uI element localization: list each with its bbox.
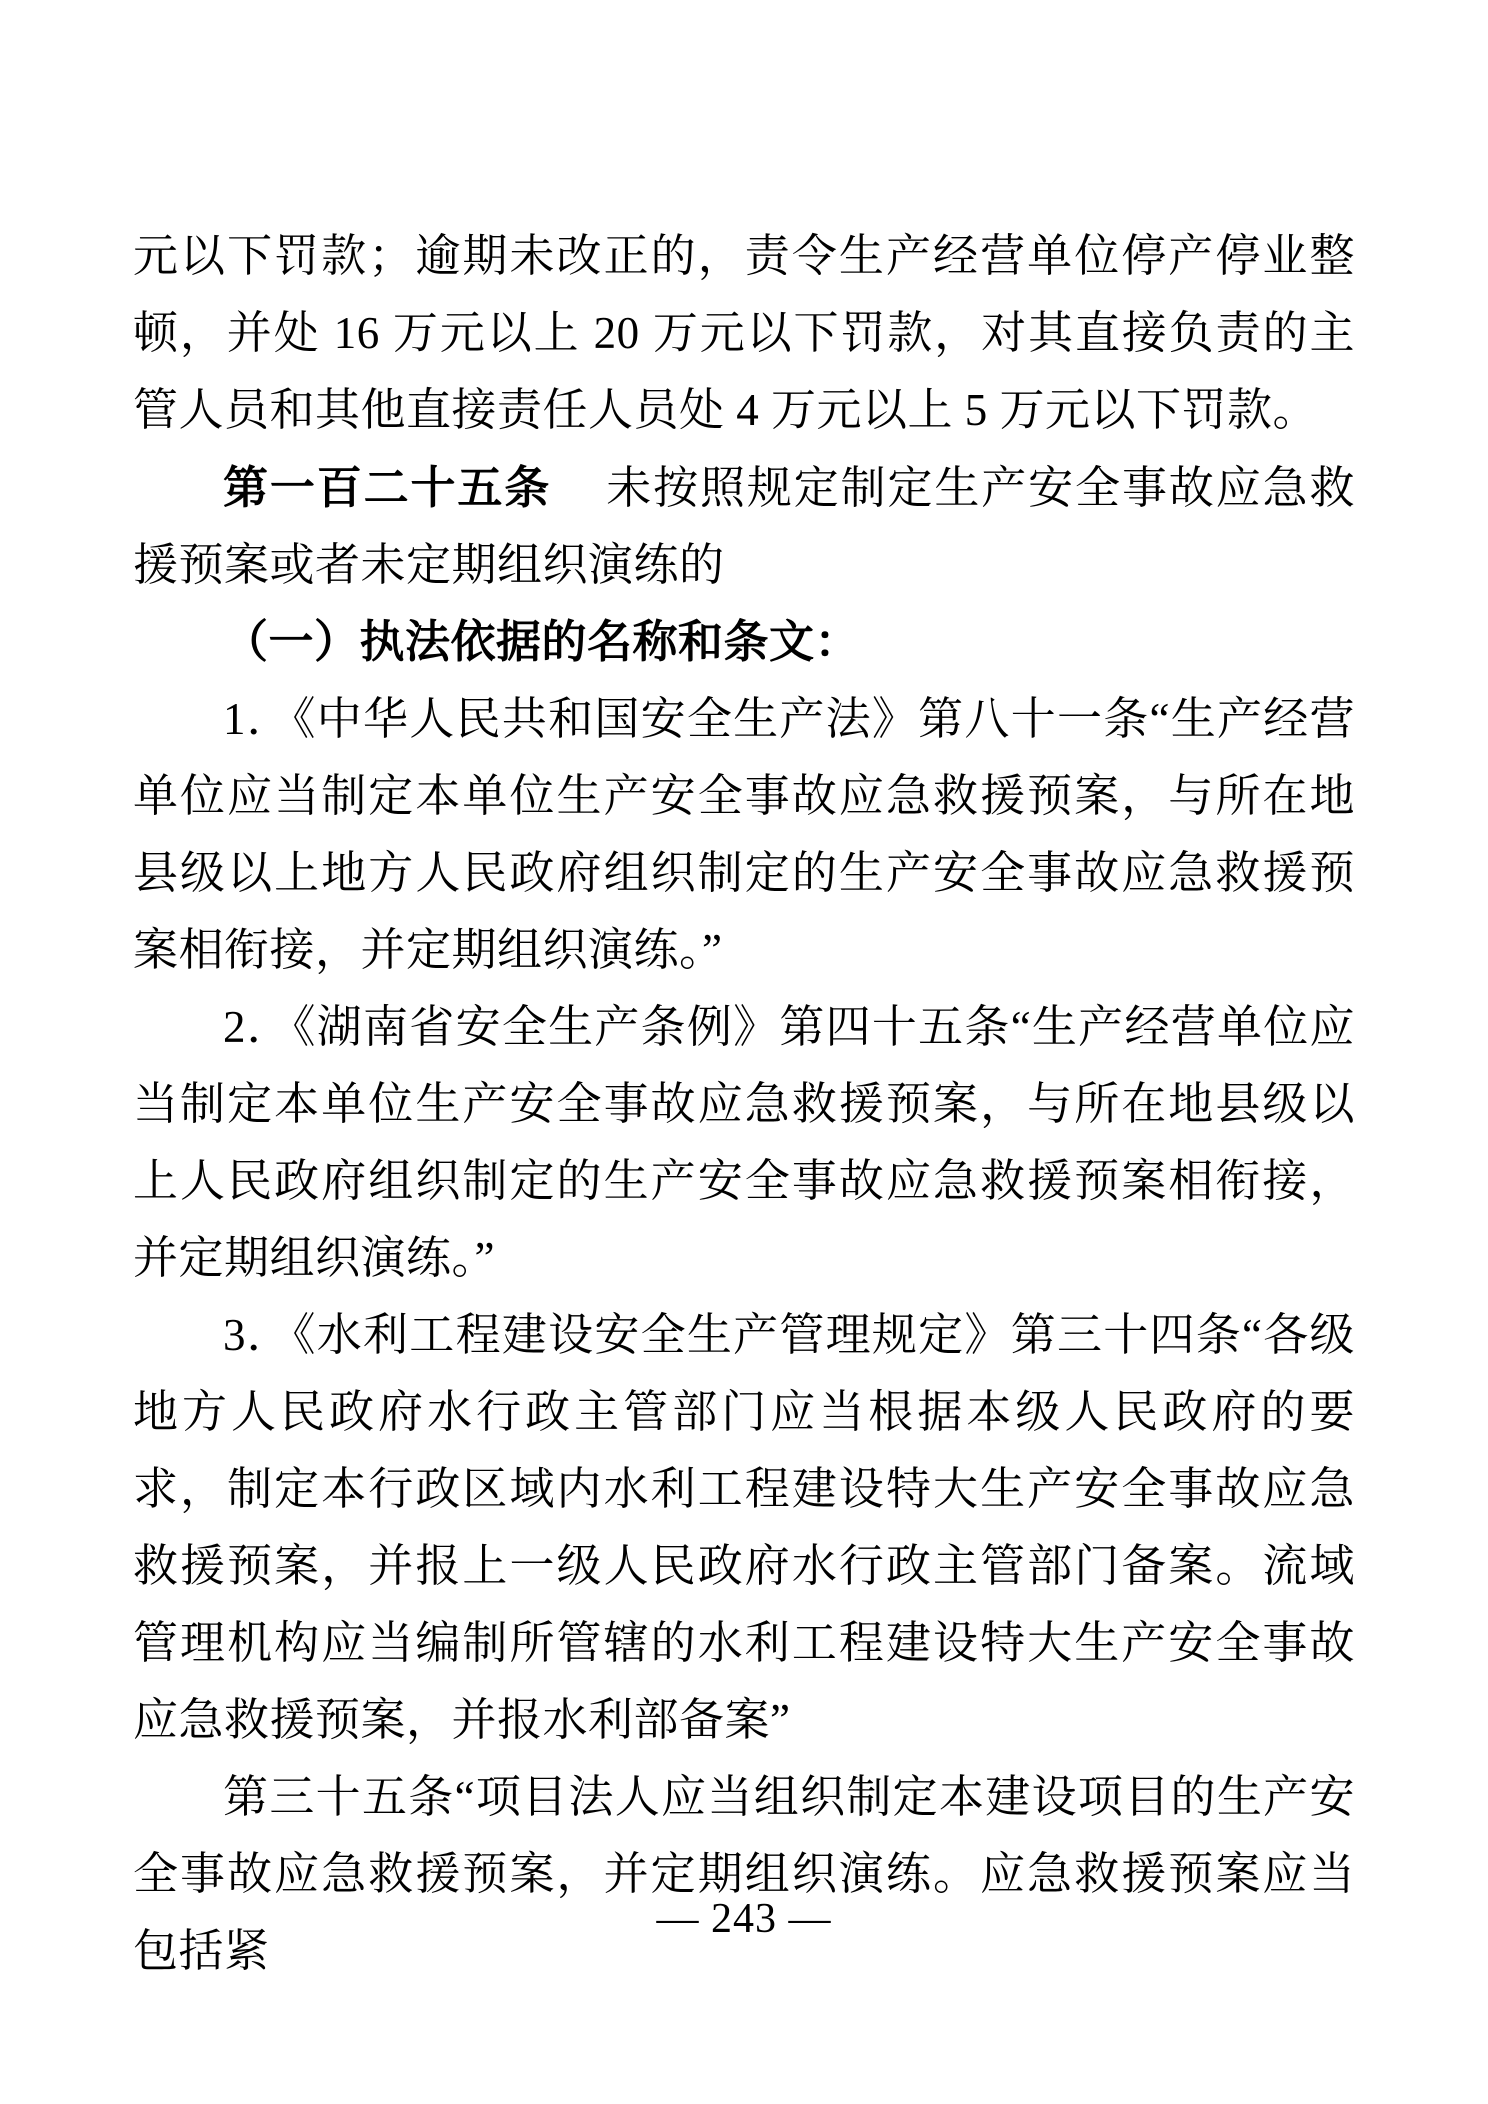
paragraph (133, 449, 1355, 604)
paragraph (133, 604, 1355, 681)
paragraph (133, 681, 1355, 989)
page-number: — 243 — (656, 1896, 832, 1942)
body-text: 3．《水利工程建设安全生产管理规定》第三十四条“各级地方人民政府水行政主管部门应当根据本级人民政府的要求，制定本行政区域内水利工程建设特大生产安全事故应急救援预案，并报上一级人民政府水行政主管部门备案。流域管理机构应当编制所管辖的水利工程建设特大生产安全事故应急救援预案，并报水利部备案” (133, 1310, 1355, 1745)
body-text: 第三十五条“项目法人应当组织制定本建设项目的生产安全事故应急救援预案，并定期组织演练。应急救援预案应当包括紧 (133, 1772, 1355, 1976)
text-block (133, 218, 1355, 1990)
body-text: 1．《中华人民共和国安全生产法》第八十一条“生产经营单位应当制定本单位生产安全事故应急救援预案，与所在地县级以上地方人民政府组织制定的生产安全事故应急救援预案相衔接，并定期组织演练。” (133, 694, 1355, 975)
subheading-text: （一）执法依据的名称和条文： (223, 617, 861, 667)
paragraph (133, 1297, 1355, 1759)
body-text: 元以下罚款；逾期未改正的，责令生产经营单位停产停业整顿，并处 16 万元以上 20 万元以下罚款，对其直接负责的主管人员和其他直接责任人员处 4 万元以上 5 万元以下罚款。 (133, 231, 1355, 435)
paragraph (133, 1759, 1355, 1990)
body-text: 未按照规定制定生产安全事故应急救援预案或者未定期组织演练的 (133, 463, 1355, 590)
paragraph (133, 989, 1355, 1297)
article-number-heading: 第一百二十五条 (223, 462, 552, 513)
body-text: 2．《湖南省安全生产条例》第四十五条“生产经营单位应当制定本单位生产安全事故应急救援预案，与所在地县级以上人民政府组织制定的生产安全事故应急救援预案相衔接，并定期组织演练。” (133, 1002, 1355, 1283)
page-footer (133, 1893, 1355, 1945)
paragraph (133, 218, 1355, 449)
